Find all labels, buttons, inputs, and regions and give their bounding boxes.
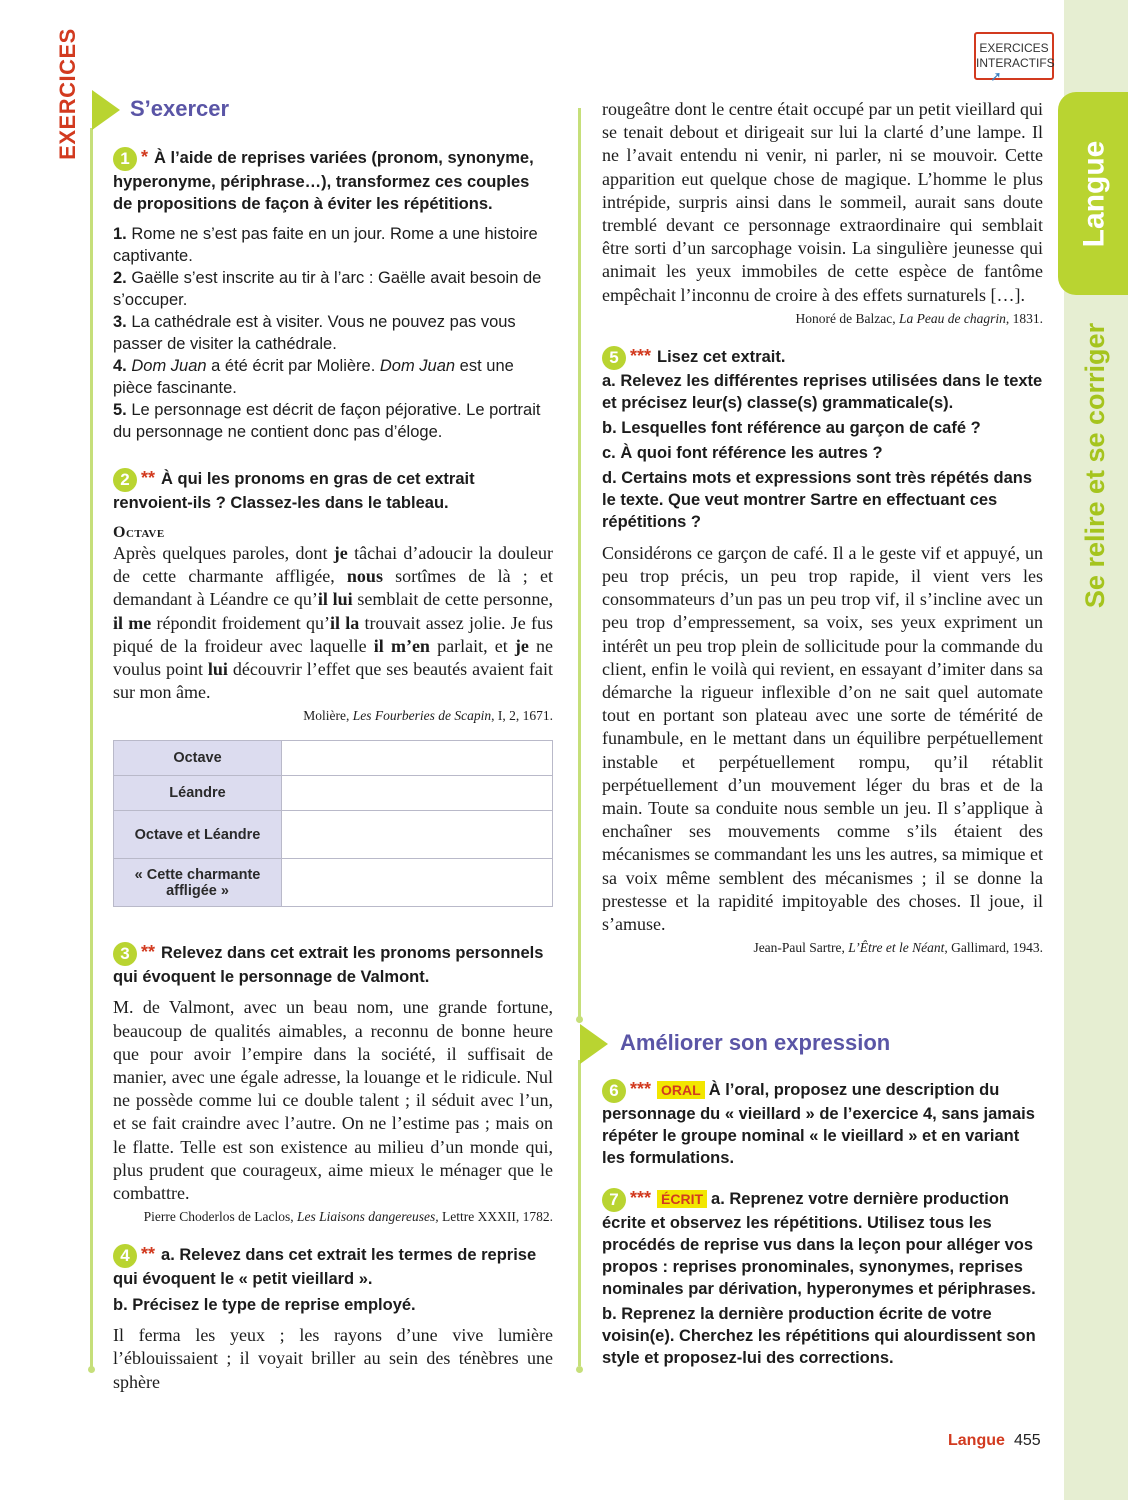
speaker-name: Octave — [113, 524, 165, 541]
exercise-7 — [602, 1187, 1043, 1369]
ecrit-tag: ÉCRIT — [657, 1190, 707, 1208]
exercise-number-badge: 5 — [602, 346, 626, 370]
right-column — [602, 98, 1043, 956]
table-answer-cell[interactable] — [282, 776, 553, 811]
list-item: 3. La cathédrale est à visiter. Vous ne pouvez pas vous passer de visiter la cathédrale. — [113, 313, 516, 353]
interactive-label-2: INTERACTIFS — [976, 56, 1055, 70]
source-citation: Pierre Choderlos de Laclos, Les Liaisons dangereuses, Lettre XXXII, 1782. — [143, 1209, 553, 1225]
table-header-cell: Léandre — [114, 776, 282, 811]
exercise-2 — [113, 467, 553, 907]
list-item: 4. Dom Juan a été écrit par Molière. Dom Juan est une pièce fascinante. — [113, 357, 514, 397]
source-citation: Jean-Paul Sartre, L’Être et le Néant, Gallimard, 1943. — [753, 940, 1043, 956]
exercise-6-instruction-block — [602, 1078, 1043, 1169]
interactive-exercises-button[interactable] — [974, 32, 1054, 80]
exercise-7-instruction-a — [602, 1187, 1043, 1300]
section-arrow-icon — [580, 1024, 608, 1064]
section-title-ameliorer: Améliorer son expression — [620, 1030, 891, 1055]
exercise-4-instruction-a — [113, 1243, 553, 1290]
source-citation: Molière, Les Fourberies de Scapin, I, 2, 1671. — [303, 708, 553, 724]
side-tab-label-box — [1060, 92, 1128, 295]
exercise-instruction: Relevez dans cet extrait les pronoms personnels qui évoquent le personnage de Valmont. — [113, 944, 544, 987]
classification-table — [113, 740, 553, 907]
table-row — [114, 811, 553, 859]
page-number: 455 — [1014, 1432, 1041, 1449]
extract-text: M. de Valmont, avec un beau nom, une grande fortune, beaucoup de qualités aimables, a reconnu de bonne heure que pour avoir l’empire dans la société, il suffisait de manier, avec une égale adresse, la louange et le ridicule. Nul ne possède comme lui ce double talent ; il séduit avec l’un, et se fait craindre avec l’autre. On ne l’estime pas ; mais on le flatte. Telle est son existence au milieu d’un monde qui, plus prudent que courageux, aime mieux le ménager que le combattre. — [113, 997, 553, 1204]
difficulty-stars: ** — [141, 468, 156, 488]
exercise-1 — [113, 146, 553, 443]
table-row — [114, 741, 553, 776]
interactive-label-1: EXERCICES — [979, 41, 1049, 55]
table-answer-cell[interactable] — [282, 811, 553, 859]
section-arrow-icon — [92, 90, 120, 130]
table-answer-cell[interactable] — [282, 859, 553, 907]
exercise-number-badge: 3 — [113, 942, 137, 966]
list-item: 2. Gaëlle s’est inscrite au tir à l’arc : Gaëlle avait besoin de s’occuper. — [113, 269, 542, 309]
right-column-lower — [602, 1078, 1043, 1369]
middle-column-rule — [578, 108, 581, 1018]
extract-text: Après quelques paroles, dont je tâchai d’adoucir la douleur de cette charmante affligée, nous sortîmes de là ; et demandant à Léandre ce qu’il lui semblait de cette personne, il me répondit froidement qu’il la trouvait assez jolie. Je fus piqué de la froideur avec laquelle il m’en parlait, et je ne voulus point lui découvrir l’effet que ses beautés avaient fait sur mon âme. — [113, 543, 554, 703]
difficulty-stars: ** — [141, 1244, 156, 1265]
list-item: 1. Rome ne s’est pas faite en un jour. Rome a une histoire captivante. — [113, 225, 538, 265]
table-header-cell: Octave et Léandre — [114, 811, 282, 859]
exercise-instruction: Lisez cet extrait. — [657, 347, 786, 366]
table-answer-cell[interactable] — [282, 741, 553, 776]
exercise-6 — [602, 1078, 1043, 1169]
difficulty-stars: *** — [630, 345, 652, 366]
exercise-number-badge: 2 — [113, 468, 137, 492]
difficulty-stars: *** — [630, 1188, 652, 1208]
table-header-cell: « Cette charmante affligée » — [114, 859, 282, 907]
vertical-title-box — [48, 28, 88, 160]
footer-section-label: Langue — [948, 1432, 1005, 1449]
exercise-7-instruction-b: b. Reprenez la dernière production écrite de votre voisin(e). Cherchez les répétitions qui alourdissent son style et proposez-lui des corrections. — [602, 1305, 1036, 1367]
exercise-1-instruction-block — [113, 146, 553, 215]
exercise-3 — [113, 941, 553, 1225]
exercise-instruction: À qui les pronoms en gras de cet extrait renvoient-ils ? Classez-les dans le tableau. — [113, 470, 475, 512]
extract-text-continued: rougeâtre dont le centre était occupé par un petit vieillard qui se tenait debout et dirigeait sur lui la clarté d’une lampe. Il ne l’avait entendu ni venir, ni parler, ni se mouvoir. Cette apparition eut quelque chose de magique. L’homme le plus intrépide, surpris ainsi dans le sommeil, aurait sans doute tremblé devant ce personnage extraordinaire qui semblait être sorti d’un sarcophage voisin. La singulière jeunesse qui animait les yeux immobiles de cette espèce de fantôme empêchait l’inconnu de croire à des effets surnaturels […]. — [602, 99, 1043, 305]
question-d: d. Certains mots et expressions sont très répétés dans le texte. Que veut montrer Sartre en effectuant ces répétitions ? — [602, 468, 1033, 531]
left-rule-dot — [88, 1366, 95, 1373]
exercise-5 — [602, 345, 1043, 956]
question-a: a. Relevez les différentes reprises utilisées dans le texte et précisez leur(s) classe(s) grammaticale(s). — [602, 371, 1043, 412]
extract-text: Considérons ce garçon de café. Il a le geste vif et appuyé, un peu trop précis, un peu trop rapide, il vient vers les consommateurs d’un pas un peu trop vif, il s’incline avec un peu trop d’empressement, sa voix, ses yeux expriment un intérêt un peu trop plein de sollicitude pour la commande du client, enfin le voilà qui revient, en essayant d’imiter dans sa démarche la rigueur inflexible d’on ne sait quel automate tout en portant son plateau avec une sorte de témérité de funambule, en le mettant dans un équilibre perpétuellement instable et perpétuellement rompu, qu’il rétablit perpétuellement d’un mouvement léger du bras et de la main. Toute sa conduite nous semble un jeu. Il s’applique à enchaîner ses mouvements comme s’ils étaient des mécanismes se commandant les uns les autres, sa mimique et sa voix même semblent des mécanismes ; il se donne la prestesse et la rapidité impitoyable des choses. Il joue, il s’amuse. — [602, 542, 1043, 935]
exercise-number-badge: 1 — [113, 147, 137, 171]
exercise-5-instruction-block — [602, 345, 1043, 370]
oral-tag: ORAL — [657, 1081, 705, 1099]
question-c: c. À quoi font référence les autres ? — [602, 443, 883, 462]
list-item: 5. Le personnage est décrit de façon péjorative. Le portrait du personnage ne contient donc pas d’éloge. — [113, 401, 541, 441]
difficulty-stars: * — [141, 147, 149, 167]
middle-rule-dot-lower — [576, 1366, 583, 1373]
middle-column-rule-lower — [578, 1060, 581, 1366]
side-sub-label-box — [1064, 300, 1128, 630]
middle-rule-dot — [576, 1016, 583, 1023]
side-tab-label: Langue — [1077, 140, 1111, 247]
difficulty-stars: ** — [141, 942, 156, 963]
question-b: b. Lesquelles font référence au garçon de café ? — [602, 418, 981, 437]
extract-text: Il ferma les yeux ; les rayons d’une vive lumière l’éblouissaient ; il voyait briller au sein des ténèbres une sphère — [113, 1325, 553, 1392]
vertical-title: EXERCICES — [55, 28, 80, 160]
table-header-cell: Octave — [114, 741, 282, 776]
difficulty-stars: *** — [630, 1079, 652, 1099]
side-sub-label: Se relire et se corriger — [1080, 322, 1111, 608]
exercise-instruction: a. Relevez dans cet extrait les termes de reprise qui évoquent le « petit vieillard ». — [113, 1246, 537, 1289]
exercise-number-badge: 6 — [602, 1079, 626, 1103]
left-column — [113, 146, 553, 1394]
exercise-instruction: À l’aide de reprises variées (pronom, synonyme, hyperonyme, périphrase…), transformez ces couples de propositions de façon à éviter les répétitions. — [113, 149, 534, 213]
exercise-2-instruction-block — [113, 467, 553, 514]
table-row — [114, 859, 553, 907]
exercise-4-instruction-b: b. Précisez le type de reprise employé. — [113, 1296, 416, 1315]
source-citation: Honoré de Balzac, La Peau de chagrin, 1831. — [795, 310, 1043, 326]
exercise-4 — [113, 1243, 553, 1394]
cursor-arrow-icon: ➚ — [990, 68, 1002, 84]
exercise-number-badge: 7 — [602, 1188, 626, 1212]
exercise-3-instruction-block — [113, 941, 553, 988]
left-column-rule — [90, 128, 93, 1368]
table-row — [114, 776, 553, 811]
exercise-instruction: a. Reprenez votre dernière production écrite et observez les répétitions. Utilisez tous les procédés de reprise vus dans la leçon pour alléger vos propos : reprises pronominales, synonymes, reprises nominales par dérivation, hyperonymes et périphrases. — [602, 1190, 1036, 1298]
section-title-sexercer: S’exercer — [130, 96, 230, 121]
exercise-number-badge: 4 — [113, 1244, 137, 1268]
exercise-instruction: À l’oral, proposez une description du personnage du « vieillard » de l’exercice 4, sans jamais répéter le groupe nominal « le vieillard » et en variant les formulations. — [602, 1081, 1035, 1167]
